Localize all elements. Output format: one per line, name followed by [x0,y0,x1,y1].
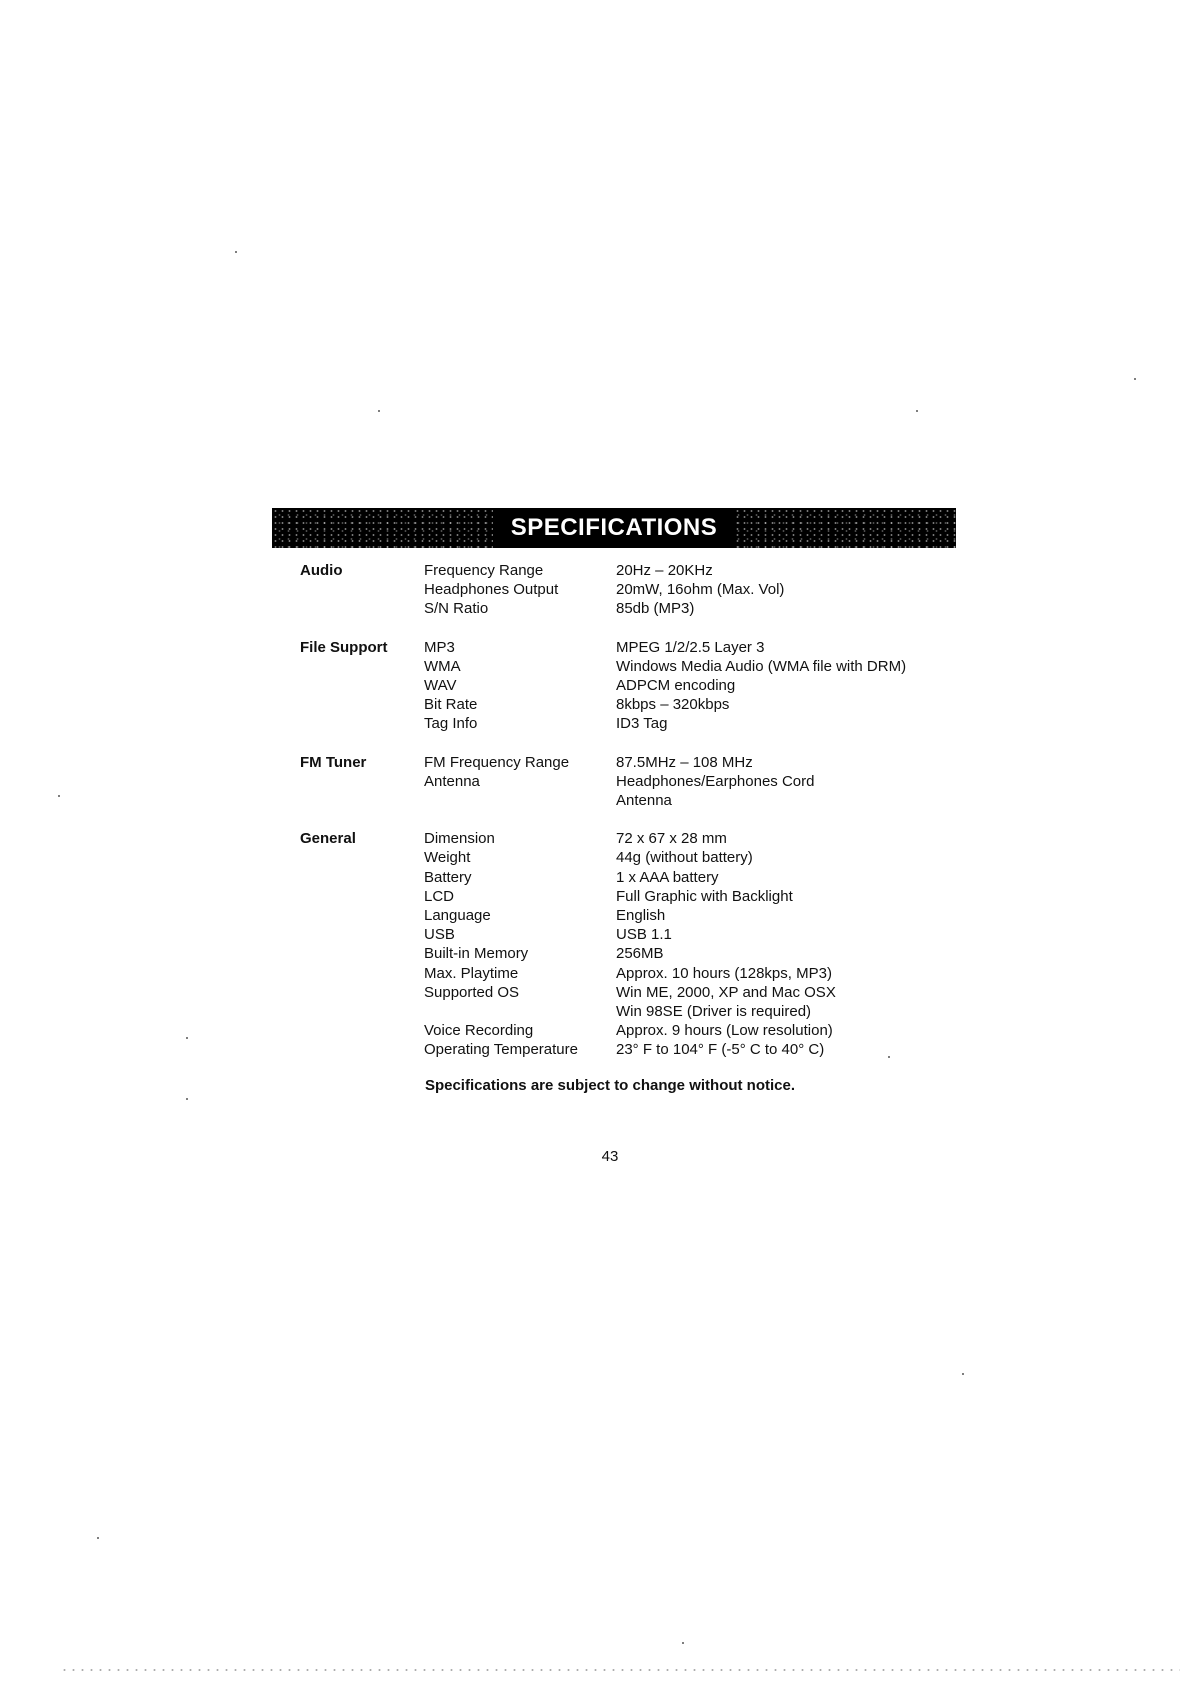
spec-label [424,791,616,810]
spec-value: Full Graphic with Backlight [616,887,793,905]
spec-label: Frequency Range [424,562,544,579]
spec-row [424,561,940,580]
spec-row [424,580,940,599]
scan-speck [58,795,60,797]
spec-value: 20Hz – 20KHz [616,562,713,579]
spec-value: 87.5MHz – 108 MHz [616,753,753,771]
spec-label: LCD [424,887,455,905]
spec-value: USB 1.1 [616,926,672,944]
spec-value: 256MB [616,945,664,963]
spec-row [424,791,940,810]
section-fm-tuner [300,753,940,811]
scan-speck [682,1642,684,1644]
spec-label: USB [424,926,455,944]
scan-speck [916,410,918,412]
spec-value: English [616,907,666,925]
spec-row [424,964,940,983]
spec-label: Headphones Output [424,581,559,599]
spec-value: Approx. 10 hours (128kps, MP3) [616,964,832,982]
section-title: General [300,830,356,848]
section-file-support [300,638,940,734]
spec-value: 1 x AAA battery [616,868,719,886]
spec-row [424,848,940,867]
section-title: File Support [300,638,388,656]
spec-row [424,695,940,714]
spec-row [424,638,940,657]
scan-speck [97,1537,99,1539]
spec-label: S/N Ratio [424,600,489,618]
scan-speck [235,251,237,253]
spec-row [424,983,940,1002]
spec-label: WMA [424,657,461,675]
spec-value: Windows Media Audio (WMA file with DRM) [616,657,907,675]
spec-value: 72 x 67 x 28 mm [616,830,727,848]
scan-speck [962,1373,964,1375]
spec-label: WAV [424,677,457,695]
spec-row [424,772,940,791]
spec-label: Max. Playtime [424,964,519,982]
spec-label: MP3 [424,638,455,656]
spec-label: Language [424,907,491,925]
spec-label: Antenna [424,772,480,790]
spec-label: Voice Recording [424,1022,534,1040]
spec-row [424,868,940,887]
spec-label: Supported OS [424,983,520,1001]
section-audio [300,561,940,619]
spec-label: Bit Rate [424,696,478,714]
scan-speck [888,1056,890,1058]
spec-value: ADPCM encoding [616,677,736,695]
section-title: Audio [300,562,343,579]
page-title: SPECIFICATIONS [493,508,736,548]
spec-value: 20mW, 16ohm (Max. Vol) [616,581,785,599]
spec-value: Headphones/Earphones Cord [616,772,815,790]
spec-row [424,714,940,733]
spec-label: Weight [424,849,471,867]
spec-value: Approx. 9 hours (Low resolution) [616,1022,833,1040]
section-general [300,829,940,1059]
spec-label: Operating Temperature [424,1041,578,1059]
spec-value: Antenna [616,792,672,810]
spec-row [424,1021,940,1040]
spec-row [424,676,940,695]
spec-value: Win 98SE (Driver is required) [616,1003,812,1021]
scan-speck [186,1037,188,1039]
scan-speck [186,1098,188,1100]
spec-value: MPEG 1/2/2.5 Layer 3 [616,638,765,656]
spec-value: 23° F to 104° F (-5° C to 40° C) [616,1041,825,1059]
spec-row [424,1002,940,1021]
scan-speck [378,410,380,412]
spec-label: Battery [424,868,472,886]
spec-label: Built-in Memory [424,945,529,963]
spec-value: ID3 Tag [616,715,668,733]
spec-row [424,1040,940,1059]
spec-label [424,1002,616,1021]
spec-label: FM Frequency Range [424,753,570,771]
scan-speck [1134,378,1136,380]
spec-row [424,906,940,925]
scan-edge-dots [60,1668,1180,1672]
section-title: FM Tuner [300,753,367,771]
spec-value: Win ME, 2000, XP and Mac OSX [616,983,836,1001]
spec-value: 8kbps – 320kbps [616,696,730,714]
spec-label: Dimension [424,830,495,848]
spec-row [424,829,940,848]
spec-row [424,657,940,676]
page-number: 43 [601,1148,619,1165]
spec-row [424,753,940,772]
spec-row [424,599,940,618]
spec-value: 85db (MP3) [616,600,695,618]
specifications-notice: Specifications are subject to change without notice. [424,1077,796,1094]
spec-value: 44g (without battery) [616,849,753,867]
spec-label: Tag Info [424,715,478,733]
spec-row [424,925,940,944]
specifications-banner [272,508,956,548]
specifications-table [300,561,940,1079]
spec-row [424,887,940,906]
spec-row [424,944,940,963]
